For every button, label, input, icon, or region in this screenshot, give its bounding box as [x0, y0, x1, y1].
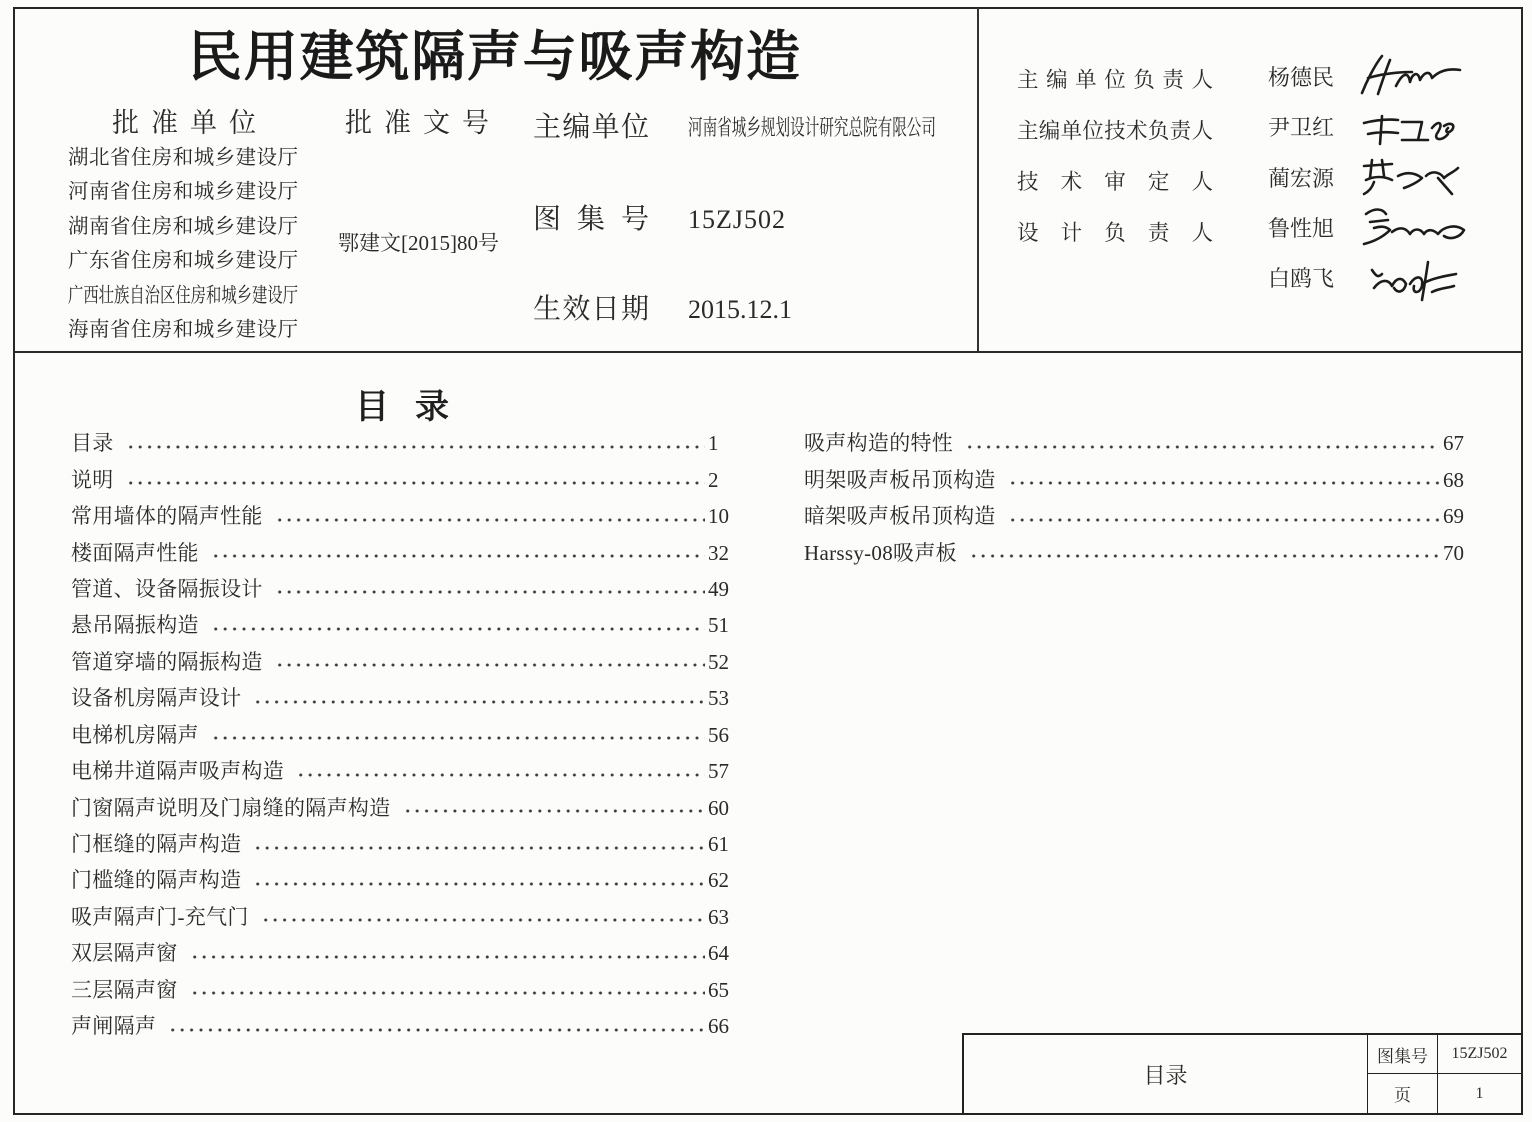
toc-entry-page: 57: [708, 759, 729, 784]
dot-leader: [253, 881, 705, 887]
toc-entry-page: 1: [708, 431, 719, 456]
toc-entry-title: 门窗隔声说明及门扇缝的隔声构造: [71, 795, 391, 820]
toc-right-column: [804, 425, 1467, 571]
dot-leader: [126, 444, 705, 450]
signatures: [1352, 48, 1476, 304]
role-technical-reviewer: 技术审定人: [1017, 170, 1213, 194]
approval-unit: 湖南省住房和城乡建设厅: [68, 215, 298, 238]
toc-entry-page: 53: [708, 686, 729, 711]
toc-entry: [71, 753, 732, 789]
toc-entry: [71, 826, 732, 862]
toc-entry: [71, 571, 732, 607]
toc-entry-page: 67: [1443, 431, 1464, 456]
toc-entry-title: 管道穿墙的隔振构造: [71, 649, 263, 674]
toc-entry-title: 常用墙体的隔声性能: [71, 504, 263, 529]
toc-entry: [71, 644, 732, 680]
role-chief-unit-tech-head: 主编单位技术负责人: [1017, 119, 1213, 143]
toc-entry-page: 60: [708, 795, 729, 820]
toc-entry: [804, 461, 1467, 497]
signature-3: [1364, 160, 1458, 194]
toc-entry-page: 66: [708, 1014, 729, 1039]
toc-entry-title: 悬吊隔振构造: [71, 613, 199, 638]
dot-leader: [126, 480, 705, 486]
toc-left-column: [71, 425, 732, 1044]
toc-entry-page: 61: [708, 832, 729, 857]
toc-entry: [804, 425, 1467, 461]
toc-entry: [71, 607, 732, 643]
header-divider-vertical: [977, 8, 979, 352]
signature-4: [1364, 210, 1464, 245]
approval-units-list: [68, 141, 298, 347]
title-block-page-label: 页: [1368, 1074, 1438, 1113]
dot-leader: [275, 517, 705, 523]
toc-entry-title: 说明: [71, 467, 114, 492]
toc-entry-page: 52: [708, 649, 729, 674]
document-title: 民用建筑隔声与吸声构造: [188, 25, 800, 88]
toc-entry-title: 吸声构造的特性: [804, 431, 954, 456]
toc-entry: [804, 498, 1467, 534]
dot-leader: [1008, 517, 1440, 523]
toc-entry-title: 楼面隔声性能: [71, 540, 199, 565]
atlas-no: 15ZJ502: [688, 205, 786, 234]
toc-entry-title: 吸声隔声门-充气门: [71, 904, 249, 929]
dot-leader: [211, 626, 705, 632]
dot-leader: [190, 954, 706, 960]
person-name: 白鸥飞: [1268, 266, 1335, 291]
toc-entry: [71, 862, 732, 898]
signature-1: [1362, 56, 1460, 94]
dot-leader: [190, 990, 706, 996]
toc-entry-page: 2: [708, 467, 719, 492]
toc-entry-page: 68: [1443, 467, 1464, 492]
dot-leader: [211, 735, 705, 741]
toc-entry: [71, 935, 732, 971]
person-name: 鲁性旭: [1268, 216, 1335, 241]
dot-leader: [253, 845, 705, 851]
toc-entry-title: 双层隔声窗: [71, 941, 178, 966]
toc-entry-page: 49: [708, 576, 729, 601]
dot-leader: [403, 808, 706, 814]
chief-editor-label: 主编单位: [533, 112, 649, 143]
role-chief-unit-head: 主编单位负责人: [1017, 68, 1213, 92]
approval-doc-number: 鄂建文[2015]80号: [338, 231, 499, 255]
dot-leader: [969, 553, 1440, 559]
toc-entry-title: 设备机房隔声设计: [71, 686, 242, 711]
signature-5: [1372, 262, 1456, 300]
approval-unit: 河南省住房和城乡建设厅: [68, 181, 298, 204]
dot-leader: [211, 553, 705, 559]
title-block-sheet-title: 目录: [964, 1035, 1368, 1113]
toc-entry-page: 62: [708, 868, 729, 893]
chief-editor-unit: 河南省城乡规划设计研究总院有限公司: [688, 115, 936, 140]
toc-entry-title: 暗架吸声板吊顶构造: [804, 504, 996, 529]
toc-entry-page: 64: [708, 941, 729, 966]
approval-doc-label: 批准文号: [345, 108, 489, 138]
dot-leader: [965, 444, 1440, 450]
person-name: 杨德民: [1268, 65, 1335, 90]
toc-entry-page: 63: [708, 904, 729, 929]
atlas-no-label: 图集号: [533, 204, 649, 235]
toc-entry-page: 70: [1443, 540, 1464, 565]
title-block: [962, 1033, 1523, 1115]
role-design-lead: 设计负责人: [1017, 221, 1213, 245]
approval-unit: 广东省住房和城乡建设厅: [68, 250, 298, 273]
toc-entry-page: 69: [1443, 504, 1464, 529]
toc-entry-page: 56: [708, 722, 729, 747]
approval-unit-row: [68, 279, 298, 313]
toc-entry: [71, 461, 732, 497]
dot-leader: [296, 772, 705, 778]
title-block-atlas-no: 15ZJ502: [1438, 1035, 1521, 1074]
toc-entry: [71, 534, 732, 570]
title-block-atlas-no-label: 图集号: [1368, 1035, 1438, 1074]
person-name: 尹卫红: [1268, 115, 1335, 140]
toc-entry: [71, 717, 732, 753]
toc-entry-title: 门框缝的隔声构造: [71, 832, 242, 857]
toc-entry-title: 电梯井道隔声吸声构造: [71, 759, 284, 784]
toc-entry-page: 51: [708, 613, 729, 638]
dot-leader: [275, 589, 705, 595]
toc-entry-title: 三层隔声窗: [71, 977, 178, 1002]
toc-entry-title: 管道、设备隔振设计: [71, 576, 263, 601]
toc-entry: [71, 425, 732, 461]
toc-entry: [71, 680, 732, 716]
approval-unit: 广西壮族自治区住房和城乡建设厅: [68, 284, 299, 307]
toc-entry-title: 目录: [71, 431, 114, 456]
dot-leader: [253, 699, 705, 705]
toc-entry: [71, 899, 732, 935]
toc-entry-title: 电梯机房隔声: [71, 722, 199, 747]
toc-entry: [71, 1008, 732, 1044]
toc-entry-title: 门槛缝的隔声构造: [71, 868, 242, 893]
dot-leader: [1008, 480, 1440, 486]
toc-entry-page: 32: [708, 540, 729, 565]
approval-unit: 湖北省住房和城乡建设厅: [68, 147, 298, 169]
title-block-page: 1: [1475, 1084, 1484, 1102]
toc-entry: [804, 534, 1467, 570]
toc-entry-page: 65: [708, 977, 729, 1002]
dot-leader: [261, 917, 705, 923]
signature-2: [1364, 116, 1453, 144]
header-divider-horizontal: [14, 351, 1522, 353]
approval-units-label: 批准单位: [112, 108, 256, 138]
toc-entry-title: Harssy-08吸声板: [804, 540, 957, 565]
dot-leader: [275, 662, 705, 668]
dot-leader: [168, 1027, 705, 1033]
toc-entry-title: 明架吸声板吊顶构造: [804, 467, 996, 492]
effective-date: 2015.12.1: [688, 295, 792, 324]
toc-entry: [71, 972, 732, 1008]
approval-unit: 海南省住房和城乡建设厅: [68, 318, 298, 341]
toc-entry-page: 10: [708, 504, 729, 529]
toc-entry: [71, 789, 732, 825]
toc-entry-title: 声闸隔声: [71, 1014, 157, 1039]
person-name: 蔺宏源: [1268, 166, 1335, 191]
effective-date-label: 生效日期: [533, 294, 649, 325]
toc-heading: 目录: [355, 387, 449, 427]
toc-entry: [71, 498, 732, 534]
